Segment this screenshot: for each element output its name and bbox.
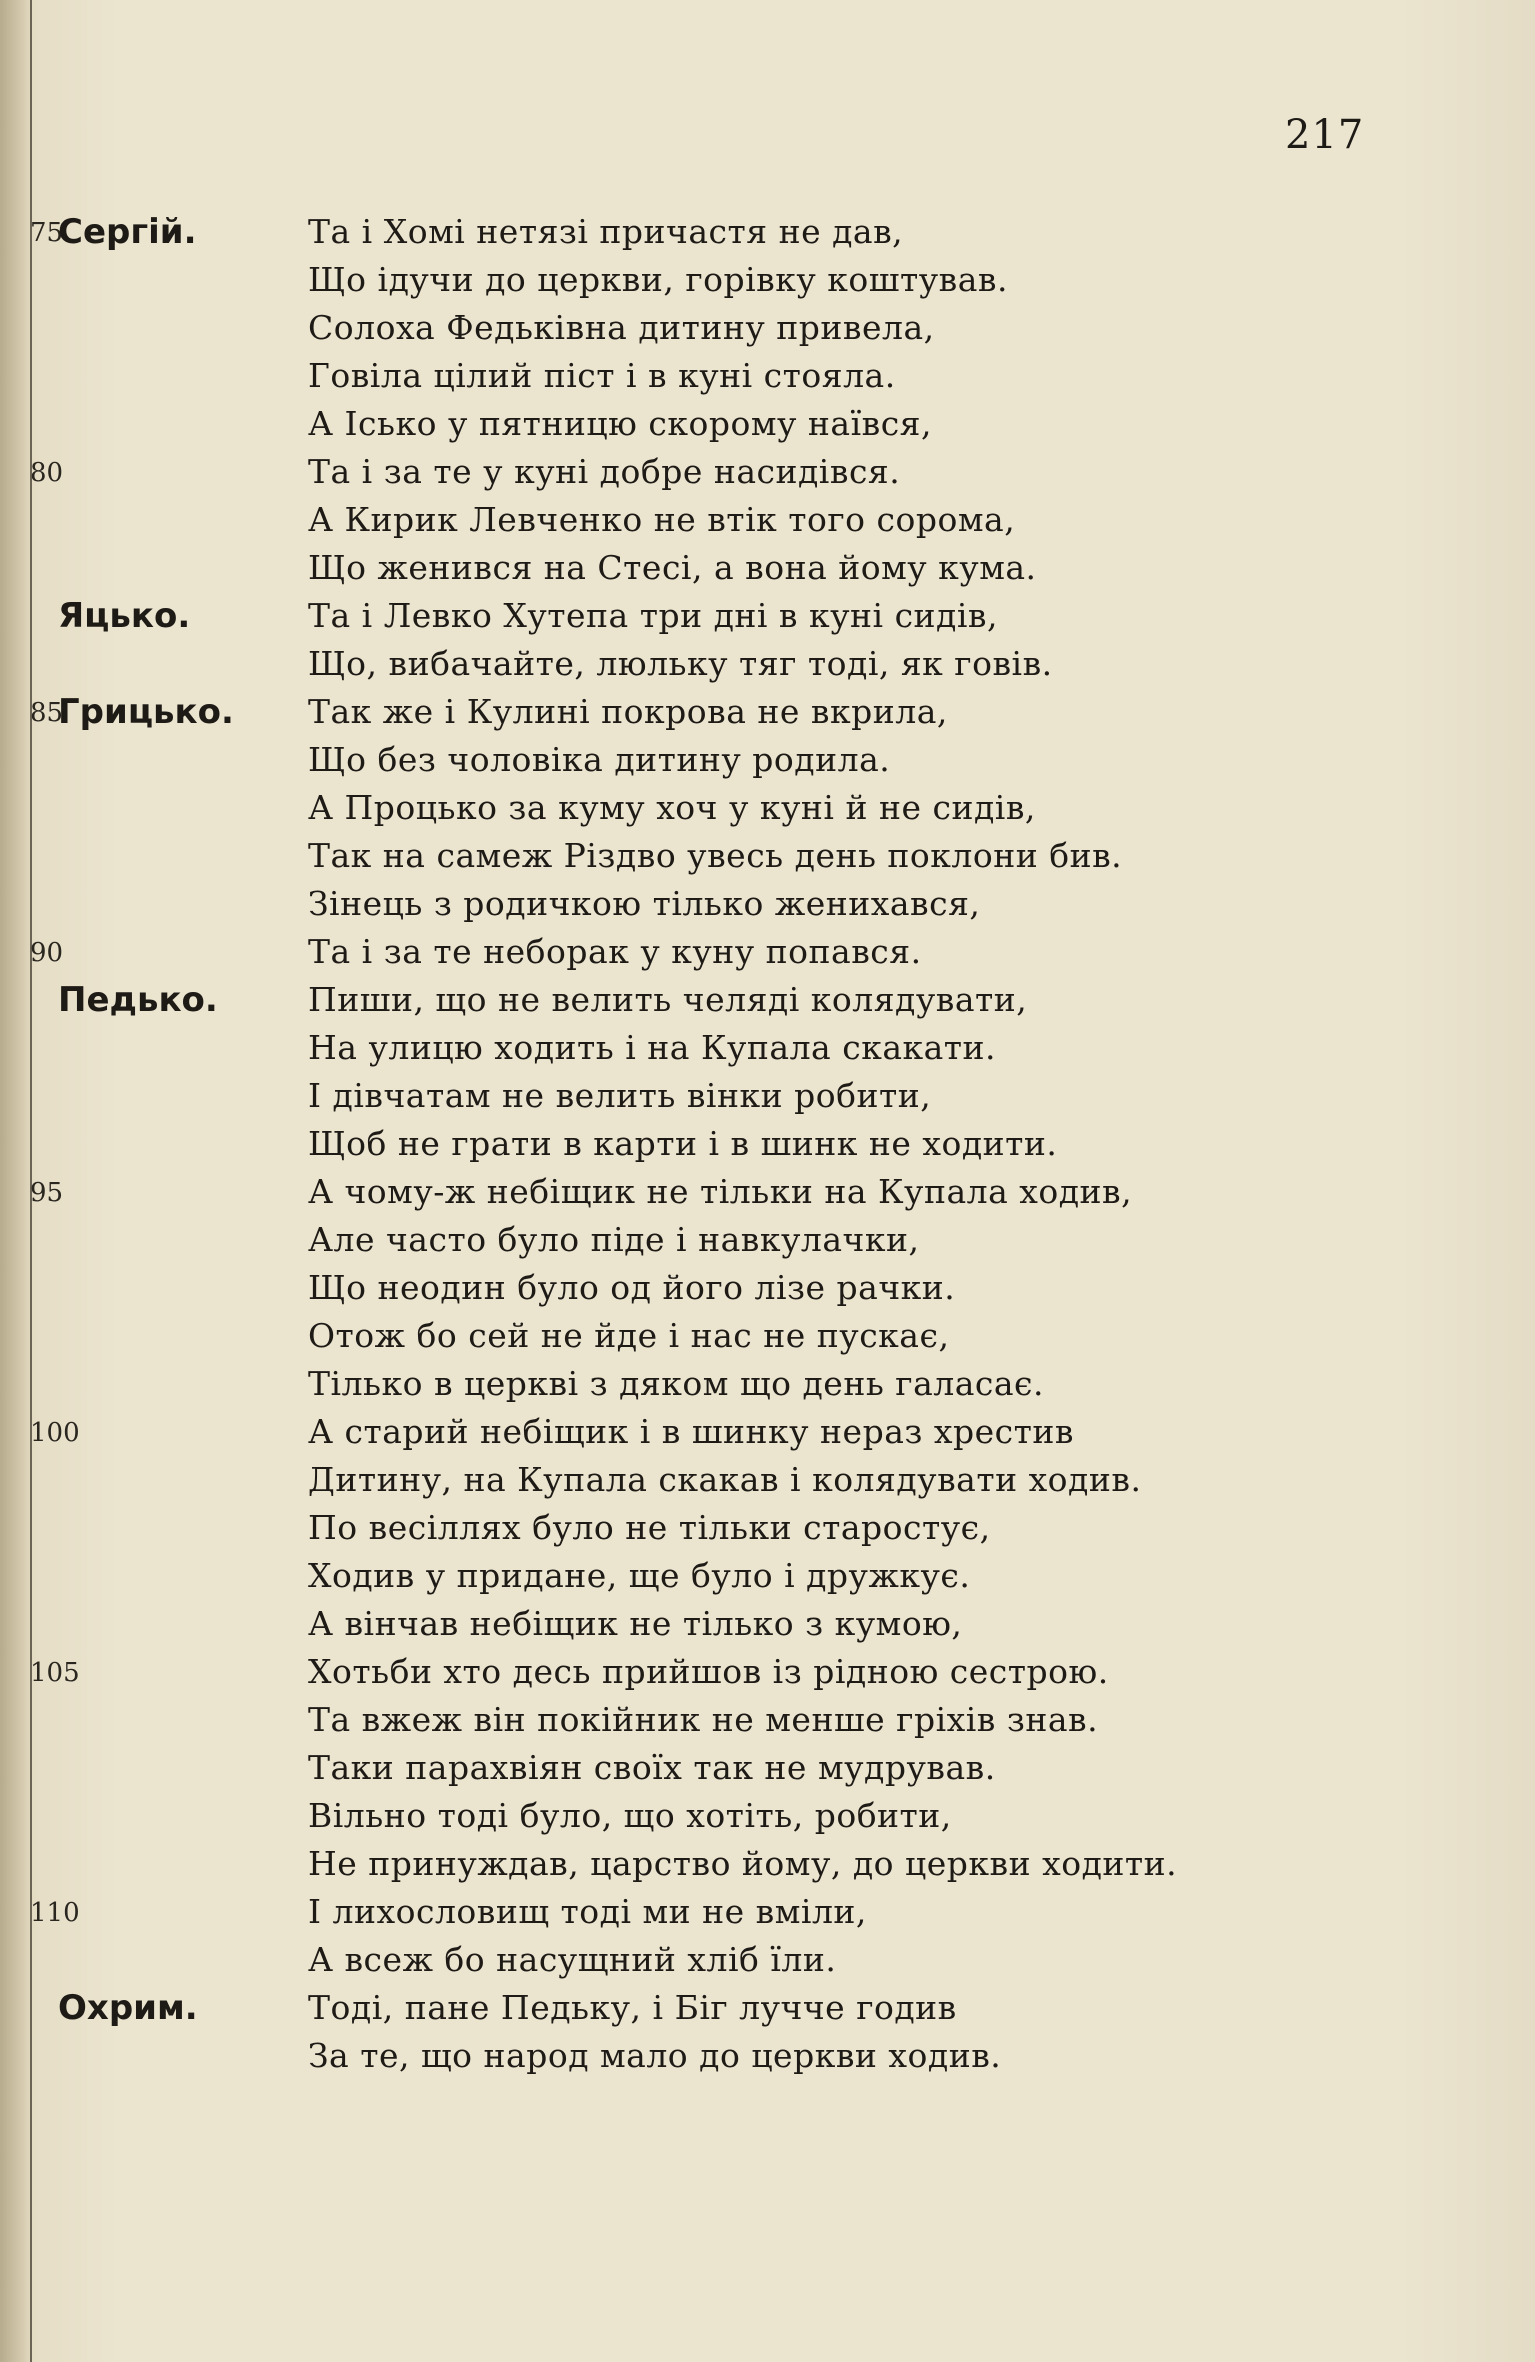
verse-text: За те, що народ мало до церкви ходив.	[308, 2036, 1002, 2075]
verse-text: А Ісько у пятницю скорому наївся,	[308, 404, 932, 443]
speaker-name: Педько.	[58, 980, 218, 1020]
verse-text: Таки парахвіян своїх так не мудрував.	[308, 1748, 996, 1787]
verse-text: Вільно тоді було, що хотіть, робити,	[308, 1796, 952, 1835]
line-number: 75	[30, 218, 64, 248]
verse-line	[0, 932, 1535, 978]
speaker-name: Сергій.	[58, 212, 197, 252]
line-number: 80	[30, 458, 64, 488]
verse-text: А Кирик Левченко не втік того сорома,	[308, 500, 1016, 539]
verse-text: По весіллях було не тільки старостує,	[308, 1508, 991, 1547]
verse-line	[0, 404, 1535, 450]
verse-line	[0, 1892, 1535, 1938]
verse-text: На улицю ходить і на Купала скакати.	[308, 1028, 997, 1067]
verse-text: Хотьби хто десь прийшов із рідною сестрою.	[308, 1652, 1109, 1691]
verse-text: Зінець з родичкою тілько женихався,	[308, 884, 981, 923]
verse-line	[0, 548, 1535, 594]
verse-line	[0, 1940, 1535, 1986]
line-number: 90	[30, 938, 64, 968]
verse-text: Та і Левко Хутепа три дні в куні сидів,	[308, 596, 998, 635]
verse-line	[0, 788, 1535, 834]
verse-text: А вінчав небіщик не тілько з кумою,	[308, 1604, 963, 1643]
speaker-name: Грицько.	[58, 692, 234, 732]
verse-text: Та і Хомі нетязі причастя не дав,	[308, 212, 904, 251]
verse-text: Щоб не грати в карти і в шинк не ходити.	[308, 1124, 1058, 1163]
verse-line	[0, 836, 1535, 882]
verse-line	[0, 692, 1535, 738]
line-number: 105	[30, 1658, 80, 1688]
verse-line	[0, 1316, 1535, 1362]
verse-text: Та і за те у куні добре насидівся.	[308, 452, 901, 491]
verse-text: Так же і Кулині покрова не вкрила,	[308, 692, 948, 731]
verse-line	[0, 1364, 1535, 1410]
verse-line	[0, 1220, 1535, 1266]
verse-text: Тоді, пане Педьку, і Біг лучче годив	[308, 1988, 957, 2027]
verse-text: Пиши, що не велить челяді колядувати,	[308, 980, 1028, 1019]
line-number: 95	[30, 1178, 64, 1208]
verse-line	[0, 1460, 1535, 1506]
verse-line	[0, 452, 1535, 498]
verse-line	[0, 1652, 1535, 1698]
verse-text: Отож бо сей не йде і нас не пускає,	[308, 1316, 950, 1355]
verse-line	[0, 1028, 1535, 1074]
verse-line	[0, 1172, 1535, 1218]
verse-text: А старий небіщик і в шинку нераз хрестив	[308, 1412, 1074, 1451]
speaker-name: Яцько.	[58, 596, 191, 636]
verse-line	[0, 500, 1535, 546]
verse-line	[0, 260, 1535, 306]
verse-text: Дитину, на Купала скакав і колядувати ходив.	[308, 1460, 1142, 1499]
verse-text: Говіла цілий піст і в куні стояла.	[308, 356, 896, 395]
verse-line	[0, 1268, 1535, 1314]
page-number: 217	[1285, 112, 1365, 158]
verse-line	[0, 308, 1535, 354]
verse-line	[0, 596, 1535, 642]
verse-text: Та і за те неборак у куну попався.	[308, 932, 922, 971]
verse-text: Що женився на Стесі, а вона йому кума.	[308, 548, 1037, 587]
verse-text: Та вжеж він покійник не менше гріхів знав.	[308, 1700, 1099, 1739]
verse-line	[0, 356, 1535, 402]
verse-text: Що ідучи до церкви, горівку коштував.	[308, 260, 1008, 299]
verse-line	[0, 740, 1535, 786]
line-number: 110	[30, 1898, 80, 1928]
verse-line	[0, 1508, 1535, 1554]
verse-line	[0, 1844, 1535, 1890]
verse-line	[0, 1700, 1535, 1746]
verse-text: Що без чоловіка дитину родила.	[308, 740, 891, 779]
verse-text: І дівчатам не велить вінки робити,	[308, 1076, 932, 1115]
verse-line	[0, 1796, 1535, 1842]
verse-line	[0, 1988, 1535, 2034]
line-number: 85	[30, 698, 64, 728]
verse-line	[0, 644, 1535, 690]
verse-text: І лихословищ тоді ми не вміли,	[308, 1892, 867, 1931]
speaker-name: Охрим.	[58, 1988, 198, 2028]
verse-line	[0, 2036, 1535, 2082]
verse-text: Що, вибачайте, люльку тяг тоді, як говів.	[308, 644, 1053, 683]
verse-line	[0, 1412, 1535, 1458]
verse-text: А Процько за куму хоч у куні й не сидів,	[308, 788, 1036, 827]
verse-line	[0, 1124, 1535, 1170]
verse-text: Тілько в церкві з дяком що день галасає.	[308, 1364, 1045, 1403]
line-number: 100	[30, 1418, 80, 1448]
verse-text: Так на самеж Різдво увесь день поклони бив.	[308, 836, 1123, 875]
verse-text: А чому-ж небіщик не тільки на Купала ходив,	[308, 1172, 1133, 1211]
verse-text: А всеж бо насущний хліб їли.	[308, 1940, 837, 1979]
verse-text: Не принуждав, царство йому, до церкви ходити.	[308, 1844, 1178, 1883]
verse-line	[0, 884, 1535, 930]
verse-line	[0, 1604, 1535, 1650]
verse-text: Що неодин було од його лізе рачки.	[308, 1268, 956, 1307]
verse-text: Але часто було піде і навкулачки,	[308, 1220, 920, 1259]
verse-line	[0, 980, 1535, 1026]
verse-line	[0, 212, 1535, 258]
verse-line	[0, 1076, 1535, 1122]
verse-text: Солоха Федьківна дитину привела,	[308, 308, 935, 347]
verse-text: Ходив у придане, ще було і дружкує.	[308, 1556, 971, 1595]
verse-line	[0, 1556, 1535, 1602]
verse-line	[0, 1748, 1535, 1794]
